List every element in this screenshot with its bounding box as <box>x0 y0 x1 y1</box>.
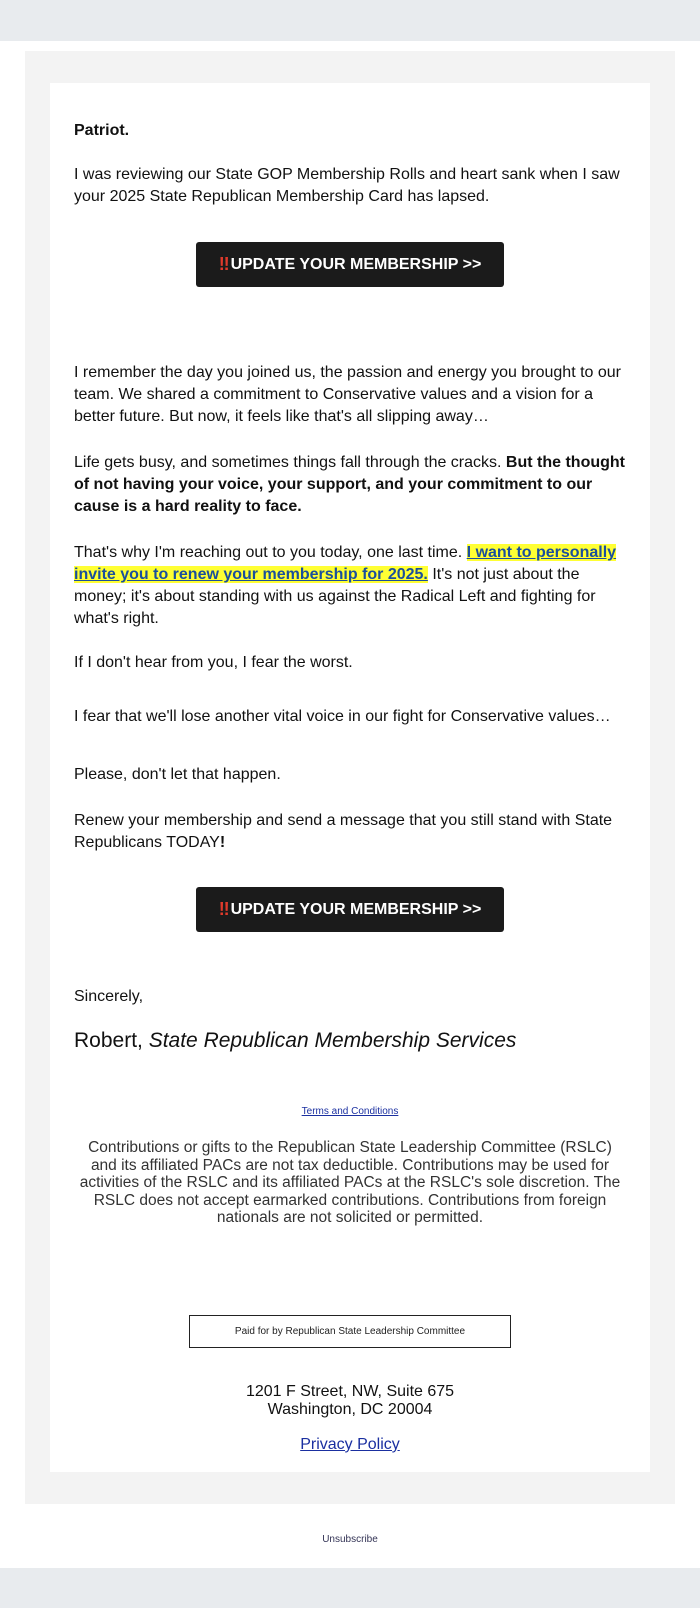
paragraph-fear-worst: If I don't hear from you, I fear the worst. <box>74 654 353 671</box>
greeting: Patriot. <box>74 122 130 139</box>
contribution-disclaimer: Contributions or gifts to the Republican State Leadership Committee (RSLC) and its affiliated PACs are not tax deductible. Contributions may be used for activities of the RSLC and its affiliated PACs at the RSLC's sole discretion. The RSLC does not accept earmarked contributions. Contributions from foreign nationals are not solicited or permitted. <box>79 1139 621 1226</box>
alert-icon: ‼ <box>218 254 230 274</box>
paragraph-renew-text: Renew your membership and send a message that you still stand with State Republicans TODAY <box>74 812 613 851</box>
paragraph-renew <box>74 810 634 854</box>
alert-icon: ‼ <box>218 899 230 919</box>
terms-link[interactable]: Terms and Conditions <box>301 1106 399 1117</box>
paragraph-busy-plain: Life gets busy, and sometimes things fall through the cracks. <box>74 454 506 471</box>
update-membership-button-bottom[interactable] <box>196 887 504 932</box>
update-membership-label: UPDATE YOUR MEMBERSHIP >> <box>230 900 482 918</box>
paragraph-invite <box>74 542 634 630</box>
paragraph-invite-after: It's not just about the money; it's about standing with us against the Radical Left and fighting for what's right. <box>74 566 596 627</box>
signature-title: State Republican Membership Services <box>148 1029 517 1052</box>
paragraph-remember: I remember the day you joined us, the passion and energy you brought to our team. We shared a commitment to Conservative values and a vision for a better future. But now, it feels like that's all slipping away… <box>74 364 622 425</box>
signature <box>74 1028 634 1054</box>
update-membership-label: UPDATE YOUR MEMBERSHIP >> <box>230 255 482 273</box>
paragraph-renew-emphasis: ! <box>219 834 226 851</box>
paragraph-invite-before: That's why I'm reaching out to you today, one last time. <box>74 544 467 561</box>
renew-membership-link[interactable]: I want to personally invite you to renew your membership for 2025. <box>74 544 617 583</box>
paragraph-lapsed-notice: I was reviewing our State GOP Membership Rolls and heart sank when I saw your 2025 State Republican Membership Card has lapsed. <box>74 166 620 205</box>
paid-for-text: Paid for by Republican State Leadership Committee <box>234 1326 466 1337</box>
signature-name: Robert, <box>74 1029 149 1052</box>
paragraph-dont-let: Please, don't let that happen. <box>74 766 281 783</box>
unsubscribe-link[interactable]: Unsubscribe <box>322 1534 378 1545</box>
address-line-1: 1201 F Street, NW, Suite 675 <box>245 1383 455 1400</box>
sign-off: Sincerely, <box>74 988 144 1005</box>
paragraph-busy <box>74 452 634 518</box>
paid-for-box <box>189 1315 511 1348</box>
bottom-band <box>0 1568 700 1608</box>
address-line-2: Washington, DC 20004 <box>267 1401 433 1418</box>
top-band <box>0 0 700 41</box>
paragraph-busy-bold: But the thought of not having your voice, your support, and your commitment to our cause is a hard reality to face. <box>74 454 625 515</box>
privacy-policy-link[interactable]: Privacy Policy <box>300 1436 400 1453</box>
paragraph-lose-voice: I fear that we'll lose another vital voice in our fight for Conservative values… <box>74 708 611 725</box>
update-membership-button[interactable] <box>196 242 504 287</box>
mailing-address <box>50 1383 650 1419</box>
